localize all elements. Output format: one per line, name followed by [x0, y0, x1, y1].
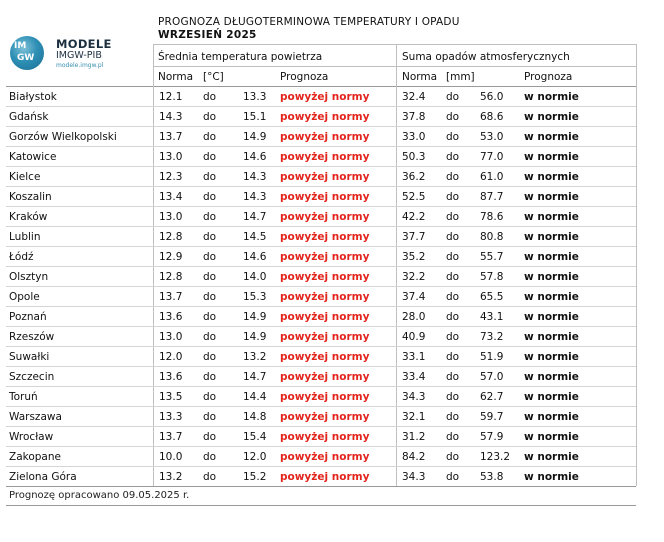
- temp-norm-to: 14.0: [243, 271, 267, 283]
- col-header-t-norma: Norma: [158, 71, 194, 83]
- temp-norm-to-label: do: [203, 431, 217, 443]
- precip-norm-from: 33.4: [402, 371, 426, 383]
- temp-norm-to-label: do: [203, 171, 217, 183]
- temp-norm-from: 13.4: [159, 191, 183, 203]
- temp-forecast: powyżej normy: [280, 211, 370, 223]
- precip-norm-to: 55.7: [480, 251, 504, 263]
- temp-norm-from: 13.0: [159, 331, 183, 343]
- temp-norm-from: 12.0: [159, 351, 183, 363]
- temp-norm-from: 12.1: [159, 91, 183, 103]
- city-name: Opole: [9, 291, 40, 303]
- temp-forecast: powyżej normy: [280, 391, 370, 403]
- temp-forecast: powyżej normy: [280, 111, 370, 123]
- temp-norm-to-label: do: [203, 411, 217, 423]
- precip-forecast: w normie: [524, 311, 579, 323]
- temp-forecast: powyżej normy: [280, 411, 370, 423]
- precip-forecast: w normie: [524, 131, 579, 143]
- temp-norm-to-label: do: [203, 391, 217, 403]
- temp-norm-to: 14.4: [243, 391, 267, 403]
- col-header-p-prognoza: Prognoza: [524, 71, 573, 83]
- precip-norm-to: 57.8: [480, 271, 504, 283]
- table-row: [6, 207, 636, 227]
- group-header-temperature: Średnia temperatura powietrza: [158, 51, 323, 63]
- temp-forecast: powyżej normy: [280, 311, 370, 323]
- city-name: Warszawa: [9, 411, 62, 423]
- precip-forecast: w normie: [524, 451, 579, 463]
- table-row: [6, 167, 636, 187]
- city-name: Katowice: [9, 151, 57, 163]
- temp-forecast: powyżej normy: [280, 251, 370, 263]
- temp-forecast: powyżej normy: [280, 271, 370, 283]
- precip-norm-to: 57.9: [480, 431, 504, 443]
- precip-norm-to: 53.8: [480, 471, 504, 483]
- city-name: Zakopane: [9, 451, 61, 463]
- column-divider-right: [636, 44, 637, 486]
- logo-name: MODELE: [56, 37, 112, 51]
- table-row: [6, 327, 636, 347]
- page-title: PROGNOZA DŁUGOTERMINOWA TEMPERATURY I OPADU: [158, 16, 460, 28]
- temp-norm-from: 13.2: [159, 471, 183, 483]
- temp-norm-to-label: do: [203, 451, 217, 463]
- table-row: [6, 267, 636, 287]
- city-name: Lublin: [9, 231, 41, 243]
- precip-forecast: w normie: [524, 471, 579, 483]
- city-name: Kielce: [9, 171, 41, 183]
- precip-norm-to-label: do: [446, 271, 460, 283]
- precip-norm-to: 87.7: [480, 191, 504, 203]
- temp-norm-to-label: do: [203, 471, 217, 483]
- precip-norm-to-label: do: [446, 231, 460, 243]
- temp-forecast: powyżej normy: [280, 471, 370, 483]
- precip-norm-to-label: do: [446, 191, 460, 203]
- precip-norm-from: 50.3: [402, 151, 426, 163]
- logo-mark-icon: [10, 36, 44, 70]
- city-name: Wrocław: [9, 431, 54, 443]
- precip-norm-to: 51.9: [480, 351, 504, 363]
- temp-norm-to-label: do: [203, 231, 217, 243]
- temp-norm-to-label: do: [203, 211, 217, 223]
- city-name: Szczecin: [9, 371, 55, 383]
- precip-norm-to: 59.7: [480, 411, 504, 423]
- temp-forecast: powyżej normy: [280, 191, 370, 203]
- temp-norm-to-label: do: [203, 371, 217, 383]
- precip-norm-to: 57.0: [480, 371, 504, 383]
- temp-forecast: powyżej normy: [280, 131, 370, 143]
- precip-norm-to-label: do: [446, 91, 460, 103]
- precip-norm-from: 84.2: [402, 451, 426, 463]
- precip-forecast: w normie: [524, 211, 579, 223]
- temp-norm-to: 14.6: [243, 151, 267, 163]
- precip-norm-from: 36.2: [402, 171, 426, 183]
- temp-forecast: powyżej normy: [280, 151, 370, 163]
- temp-norm-to: 14.7: [243, 211, 267, 223]
- col-header-t-unit: [°C]: [203, 71, 224, 83]
- table-row: [6, 387, 636, 407]
- table-row: [6, 107, 636, 127]
- footer-divider-bottom: [6, 505, 636, 506]
- precip-norm-to: 80.8: [480, 231, 504, 243]
- precip-norm-to-label: do: [446, 131, 460, 143]
- city-name: Białystok: [9, 91, 57, 103]
- precip-forecast: w normie: [524, 431, 579, 443]
- logo-mark-top: IM: [14, 41, 27, 51]
- precip-norm-to-label: do: [446, 371, 460, 383]
- precip-norm-from: 31.2: [402, 431, 426, 443]
- table-row: [6, 287, 636, 307]
- precip-forecast: w normie: [524, 371, 579, 383]
- temp-norm-to-label: do: [203, 291, 217, 303]
- temp-norm-to: 14.9: [243, 131, 267, 143]
- col-header-p-unit: [mm]: [446, 71, 475, 83]
- temp-norm-from: 13.6: [159, 311, 183, 323]
- temp-norm-to-label: do: [203, 151, 217, 163]
- imgw-logo: [10, 36, 150, 70]
- temp-norm-to: 14.5: [243, 231, 267, 243]
- precip-norm-from: 34.3: [402, 471, 426, 483]
- precip-norm-from: 37.8: [402, 111, 426, 123]
- temp-forecast: powyżej normy: [280, 431, 370, 443]
- temp-forecast: powyżej normy: [280, 171, 370, 183]
- table-row: [6, 227, 636, 247]
- col-header-t-prognoza: Prognoza: [280, 71, 329, 83]
- precip-norm-from: 28.0: [402, 311, 426, 323]
- temp-norm-from: 13.7: [159, 291, 183, 303]
- table-row: [6, 147, 636, 167]
- precip-norm-to: 56.0: [480, 91, 504, 103]
- table-row: [6, 187, 636, 207]
- precip-norm-to: 78.6: [480, 211, 504, 223]
- precip-norm-from: 32.1: [402, 411, 426, 423]
- precip-norm-to: 77.0: [480, 151, 504, 163]
- precip-forecast: w normie: [524, 291, 579, 303]
- temp-norm-to: 13.2: [243, 351, 267, 363]
- precip-norm-from: 37.4: [402, 291, 426, 303]
- page-subtitle: WRZESIEŃ 2025: [158, 29, 257, 41]
- city-name: Toruń: [9, 391, 38, 403]
- city-name: Poznań: [9, 311, 47, 323]
- precip-norm-from: 37.7: [402, 231, 426, 243]
- city-name: Rzeszów: [9, 331, 55, 343]
- logo-url: modele.imgw.pl: [56, 62, 104, 69]
- precip-norm-to: 61.0: [480, 171, 504, 183]
- precip-forecast: w normie: [524, 191, 579, 203]
- temp-norm-to-label: do: [203, 191, 217, 203]
- precip-norm-to-label: do: [446, 171, 460, 183]
- precip-forecast: w normie: [524, 271, 579, 283]
- precip-norm-to-label: do: [446, 211, 460, 223]
- temp-norm-from: 12.3: [159, 171, 183, 183]
- temp-norm-to-label: do: [203, 91, 217, 103]
- temp-norm-from: 12.8: [159, 271, 183, 283]
- table-row: [6, 407, 636, 427]
- temp-norm-to: 15.4: [243, 431, 267, 443]
- temp-norm-to: 14.3: [243, 171, 267, 183]
- temp-norm-to: 14.3: [243, 191, 267, 203]
- city-name: Olsztyn: [9, 271, 49, 283]
- precip-norm-to-label: do: [446, 111, 460, 123]
- precip-forecast: w normie: [524, 331, 579, 343]
- table-row: [6, 127, 636, 147]
- temp-forecast: powyżej normy: [280, 291, 370, 303]
- col-header-p-norma: Norma: [402, 71, 438, 83]
- table-row: [6, 447, 636, 467]
- precip-norm-to-label: do: [446, 291, 460, 303]
- temp-norm-to: 14.9: [243, 331, 267, 343]
- precip-norm-to-label: do: [446, 151, 460, 163]
- precip-forecast: w normie: [524, 251, 579, 263]
- temp-norm-from: 13.0: [159, 211, 183, 223]
- precip-norm-to-label: do: [446, 471, 460, 483]
- city-name: Koszalin: [9, 191, 52, 203]
- precip-norm-from: 34.3: [402, 391, 426, 403]
- precip-norm-to-label: do: [446, 351, 460, 363]
- table-row: [6, 247, 636, 267]
- precip-norm-to-label: do: [446, 311, 460, 323]
- precip-norm-to: 73.2: [480, 331, 504, 343]
- temp-norm-to: 14.7: [243, 371, 267, 383]
- temp-norm-from: 13.0: [159, 151, 183, 163]
- temp-norm-to-label: do: [203, 111, 217, 123]
- temp-forecast: powyżej normy: [280, 451, 370, 463]
- precip-forecast: w normie: [524, 391, 579, 403]
- temp-forecast: powyżej normy: [280, 351, 370, 363]
- temp-forecast: powyżej normy: [280, 371, 370, 383]
- temp-norm-to: 15.3: [243, 291, 267, 303]
- city-name: Łódź: [9, 251, 34, 263]
- precip-forecast: w normie: [524, 171, 579, 183]
- group-header-precipitation: Suma opadów atmosferycznych: [402, 51, 570, 63]
- precip-norm-from: 33.0: [402, 131, 426, 143]
- temp-norm-to-label: do: [203, 271, 217, 283]
- precip-forecast: w normie: [524, 151, 579, 163]
- temp-norm-from: 14.3: [159, 111, 183, 123]
- table-row: [6, 347, 636, 367]
- table-row: [6, 307, 636, 327]
- temp-norm-to: 14.9: [243, 311, 267, 323]
- city-name: Gorzów Wielkopolski: [9, 131, 117, 143]
- precip-forecast: w normie: [524, 411, 579, 423]
- table-row: [6, 367, 636, 387]
- temp-norm-to: 13.3: [243, 91, 267, 103]
- temp-norm-to: 14.6: [243, 251, 267, 263]
- precip-norm-to-label: do: [446, 331, 460, 343]
- precip-norm-to: 68.6: [480, 111, 504, 123]
- temp-forecast: powyżej normy: [280, 91, 370, 103]
- footer-divider: [6, 486, 636, 487]
- precip-norm-to: 65.5: [480, 291, 504, 303]
- temp-norm-to: 12.0: [243, 451, 267, 463]
- precip-norm-to-label: do: [446, 411, 460, 423]
- temp-norm-from: 13.7: [159, 431, 183, 443]
- temp-forecast: powyżej normy: [280, 331, 370, 343]
- temp-norm-from: 10.0: [159, 451, 183, 463]
- temp-norm-from: 12.9: [159, 251, 183, 263]
- precip-norm-from: 52.5: [402, 191, 426, 203]
- temp-norm-from: 13.5: [159, 391, 183, 403]
- temp-norm-to-label: do: [203, 331, 217, 343]
- temp-norm-from: 13.7: [159, 131, 183, 143]
- temp-norm-to: 14.8: [243, 411, 267, 423]
- precip-forecast: w normie: [524, 351, 579, 363]
- temp-norm-from: 13.3: [159, 411, 183, 423]
- temp-norm-from: 13.6: [159, 371, 183, 383]
- temp-norm-from: 12.8: [159, 231, 183, 243]
- city-name: Kraków: [9, 211, 48, 223]
- temp-norm-to: 15.1: [243, 111, 267, 123]
- city-name: Zielona Góra: [9, 471, 77, 483]
- logo-mark-bottom: GW: [17, 53, 35, 63]
- precip-norm-from: 42.2: [402, 211, 426, 223]
- precip-norm-to-label: do: [446, 251, 460, 263]
- footer-note: Prognozę opracowano 09.05.2025 r.: [9, 490, 190, 501]
- temp-norm-to-label: do: [203, 251, 217, 263]
- precip-norm-to-label: do: [446, 431, 460, 443]
- precip-norm-from: 33.1: [402, 351, 426, 363]
- header-divider-mid: [153, 66, 636, 67]
- precip-forecast: w normie: [524, 111, 579, 123]
- precip-norm-from: 32.2: [402, 271, 426, 283]
- temp-norm-to-label: do: [203, 311, 217, 323]
- city-name: Suwałki: [9, 351, 50, 363]
- precip-norm-to: 43.1: [480, 311, 504, 323]
- temp-forecast: powyżej normy: [280, 231, 370, 243]
- temp-norm-to-label: do: [203, 131, 217, 143]
- table-row: [6, 467, 636, 487]
- precip-norm-to: 123.2: [480, 451, 511, 463]
- logo-org: IMGW-PIB: [56, 50, 102, 61]
- temp-norm-to: 15.2: [243, 471, 267, 483]
- precip-norm-to: 62.7: [480, 391, 504, 403]
- precip-norm-to-label: do: [446, 451, 460, 463]
- city-name: Gdańsk: [9, 111, 49, 123]
- precip-norm-to-label: do: [446, 391, 460, 403]
- table-row: [6, 87, 636, 107]
- table-row: [6, 427, 636, 447]
- precip-norm-from: 35.2: [402, 251, 426, 263]
- precip-norm-from: 32.4: [402, 91, 426, 103]
- precip-forecast: w normie: [524, 231, 579, 243]
- precip-norm-from: 40.9: [402, 331, 426, 343]
- precip-forecast: w normie: [524, 91, 579, 103]
- temp-norm-to-label: do: [203, 351, 217, 363]
- precip-norm-to: 53.0: [480, 131, 504, 143]
- header-divider-top: [153, 44, 636, 45]
